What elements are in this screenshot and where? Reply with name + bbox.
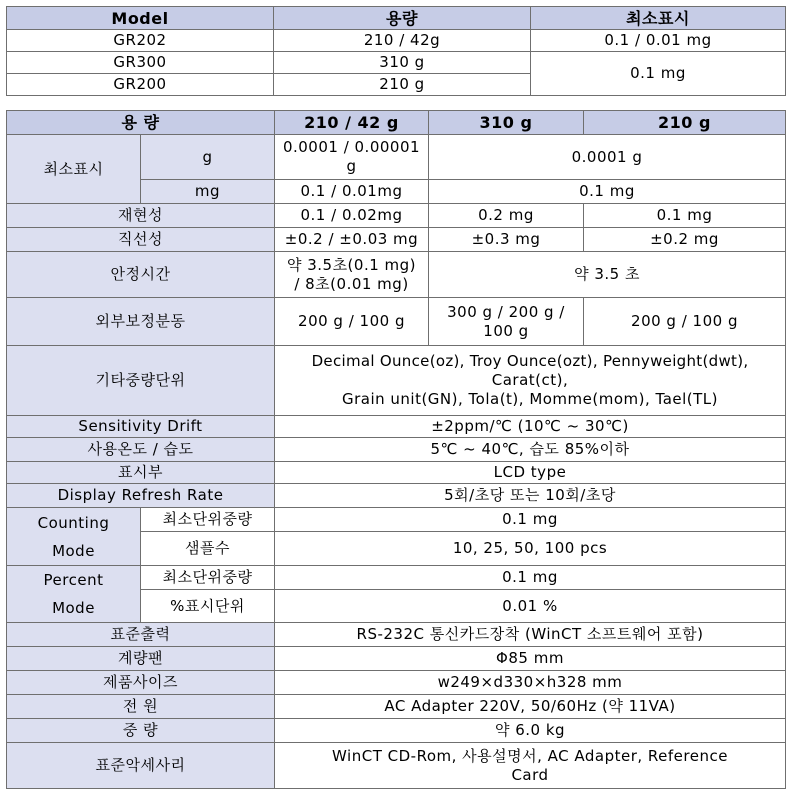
std-output-value: RS-232C 통신카드장착 (WinCT 소프트웨어 포함) (275, 623, 786, 647)
percent-label-line2: Mode (52, 599, 95, 617)
stabilization-col1-line1: 약 3.5초(0.1 mg) (286, 255, 417, 274)
pan-label: 계량팬 (7, 647, 275, 671)
pan-value: Φ85 mm (275, 647, 786, 671)
linearity-col3: ±0.2 mg (584, 228, 786, 252)
model-cell: GR202 (7, 30, 274, 52)
spec-table (6, 110, 786, 789)
percent-unit-value: 0.01 % (275, 590, 786, 623)
linearity-label: 직선성 (7, 228, 275, 252)
repeatability-col2: 0.2 mg (429, 204, 584, 228)
size-label: 제품사이즈 (7, 671, 275, 695)
power-value: AC Adapter 220V, 50/60Hz (약 11VA) (275, 695, 786, 719)
ext-cal-col2 (429, 298, 584, 346)
linearity-col2: ±0.3 mg (429, 228, 584, 252)
min-display-cell: 0.1 / 0.01 mg (531, 30, 786, 52)
min-display-cell: 0.1 mg (531, 52, 786, 96)
percent-mode-label (7, 566, 141, 623)
unit-mg-label: mg (141, 180, 275, 204)
min-g-rest: 0.0001 g (429, 135, 786, 180)
ext-cal-col2-line1: 300 g / 200 g / (447, 302, 565, 321)
table-row (7, 52, 786, 74)
temp-value: 5℃ ~ 40℃, 습도 85%이하 (275, 438, 786, 462)
counting-samples-value: 10, 25, 50, 100 pcs (275, 532, 786, 566)
accessories-line2: Card (511, 765, 549, 784)
sensitivity-value: ±2ppm/℃ (10℃ ~ 30℃) (275, 416, 786, 438)
size-value: w249×d330×h328 mm (275, 671, 786, 695)
ext-cal-col3: 200 g / 100 g (584, 298, 786, 346)
ext-cal-col1: 200 g / 100 g (275, 298, 429, 346)
percent-unit-label: %표시단위 (141, 590, 275, 623)
display-label: 표시부 (7, 462, 275, 484)
stabilization-col1 (275, 252, 429, 298)
other-units-label: 기타중량단위 (7, 346, 275, 416)
accessories-label: 표준악세사리 (7, 743, 275, 789)
counting-mode-label (7, 508, 141, 566)
counting-label-line1: Counting (37, 513, 110, 532)
display-value: LCD type (275, 462, 786, 484)
power-label: 전 원 (7, 695, 275, 719)
capacity-label: 용 량 (7, 111, 275, 135)
capacity-col3: 210 g (584, 111, 786, 135)
min-mg-col1: 0.1 / 0.01mg (275, 180, 429, 204)
capacity-col1: 210 / 42 g (275, 111, 429, 135)
other-units-line3: Grain unit(GN), Tola(t), Momme(mom), Tael(TL) (341, 390, 719, 408)
model-cell: GR300 (7, 52, 274, 74)
capacity-col2: 310 g (429, 111, 584, 135)
accessories-line1: WinCT CD-Rom, 사용설명서, AC Adapter, Reference (332, 746, 728, 765)
model-table (6, 6, 786, 96)
percent-min-unit-label: 최소단위중량 (141, 566, 275, 590)
capacity-cell: 310 g (274, 52, 531, 74)
min-g-col1: 0.0001 / 0.00001 g (275, 135, 429, 180)
min-mg-rest: 0.1 mg (429, 180, 786, 204)
other-units-line2: Carat(ct), (491, 371, 569, 389)
min-display-label: 최소표시 (7, 135, 141, 204)
table-row (7, 30, 786, 52)
ext-cal-col2-line2: 100 g (483, 321, 529, 340)
unit-g-label: g (141, 135, 275, 180)
capacity-cell: 210 / 42g (274, 30, 531, 52)
stabilization-label: 안정시간 (7, 252, 275, 298)
header-model: Model (7, 7, 274, 30)
refresh-label: Display Refresh Rate (7, 484, 275, 508)
repeatability-col3: 0.1 mg (584, 204, 786, 228)
counting-min-unit-value: 0.1 mg (275, 508, 786, 532)
accessories-value (275, 743, 786, 789)
std-output-label: 표준출력 (7, 623, 275, 647)
percent-min-unit-value: 0.1 mg (275, 566, 786, 590)
ext-cal-label: 외부보정분동 (7, 298, 275, 346)
stabilization-col1-line2: / 8초(0.01 mg) (294, 274, 409, 293)
refresh-value: 5회/초당 또는 10회/초당 (275, 484, 786, 508)
stabilization-rest: 약 3.5 초 (429, 252, 786, 298)
percent-label-line1: Percent (43, 571, 104, 589)
sensitivity-label: Sensitivity Drift (7, 416, 275, 438)
capacity-cell: 210 g (274, 74, 531, 96)
header-min-display: 최소표시 (531, 7, 786, 30)
other-units-line1: Decimal Ounce(oz), Troy Ounce(ozt), Pennyweight(dwt), (311, 352, 749, 370)
weight-label: 중 량 (7, 719, 275, 743)
counting-label-line2: Mode (52, 541, 95, 560)
counting-min-unit-label: 최소단위중량 (141, 508, 275, 532)
model-cell: GR200 (7, 74, 274, 96)
other-units-value (275, 346, 786, 416)
repeatability-label: 재현성 (7, 204, 275, 228)
header-capacity: 용량 (274, 7, 531, 30)
counting-samples-label: 샘플수 (141, 532, 275, 566)
repeatability-col1: 0.1 / 0.02mg (275, 204, 429, 228)
weight-value: 약 6.0 kg (275, 719, 786, 743)
linearity-col1: ±0.2 / ±0.03 mg (275, 228, 429, 252)
temp-label: 사용온도 / 습도 (7, 438, 275, 462)
